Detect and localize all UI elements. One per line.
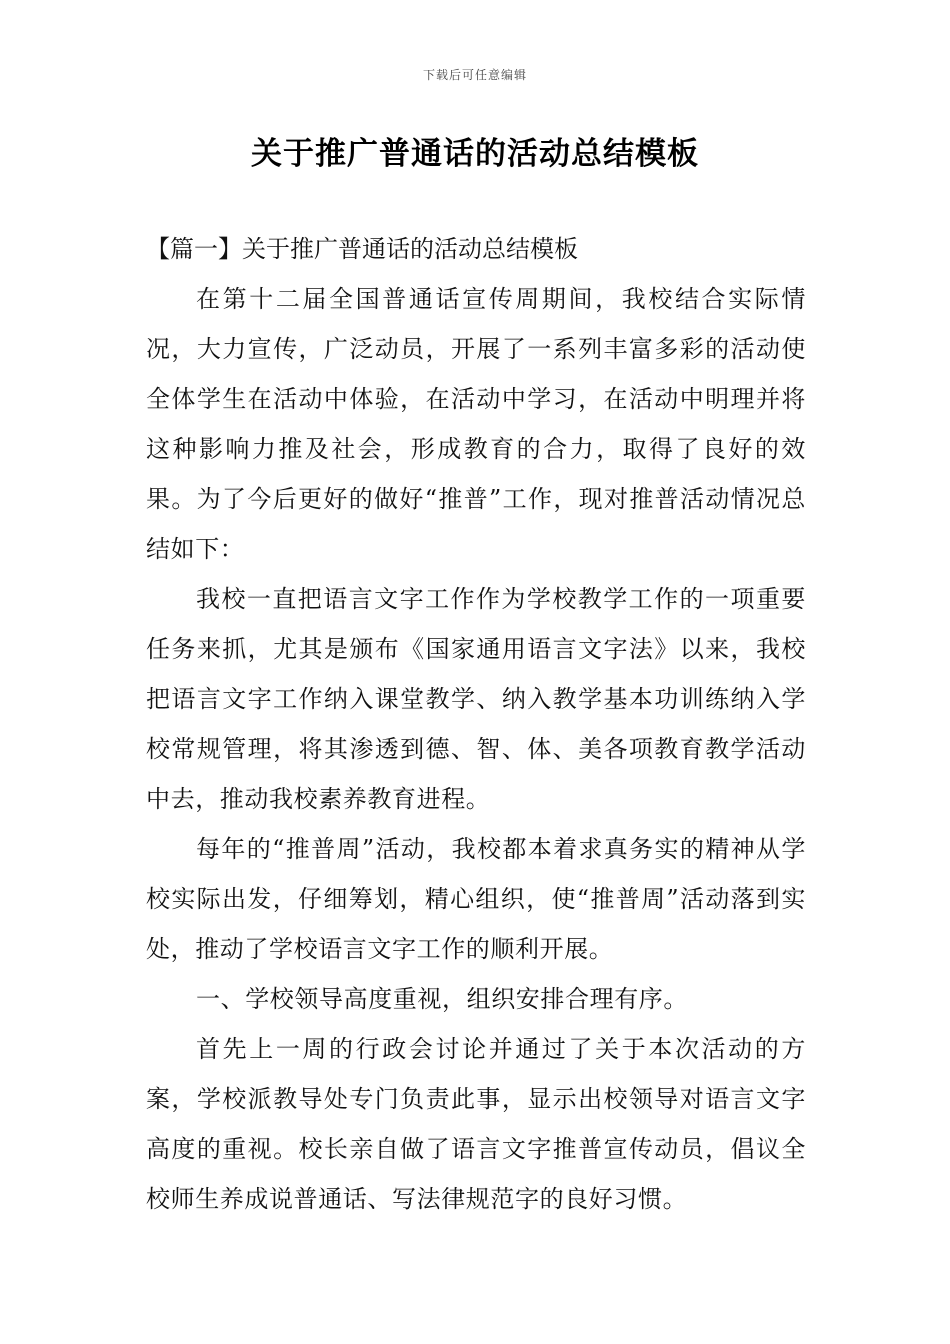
paragraph-leadership: 首先上一周的行政会讨论并通过了关于本次活动的方案，学校派教导处专门负责此事，显示出校领导对语言文字高度的重视。校长亲自做了语言文字推普宣传动员，倡议全校师生养成说普通话、写法律规范字的良好习惯。 (146, 1035, 806, 1213)
paragraph-intro: 在第十二届全国普通话宣传周期间，我校结合实际情况，大力宣传，广泛动员，开展了一系列丰富多彩的活动使全体学生在活动中体验，在活动中学习，在活动中明理并将这种影响力推及社会，形成教育的合力，取得了良好的效果。为了今后更好的做好“推普”工作，现对推普活动情况总结如下： (146, 285, 806, 563)
document-title: 关于推广普通话的活动总结模板 (251, 136, 699, 172)
paragraph-subheading-1: 一、学校领导高度重视，组织安排合理有序。 (196, 985, 688, 1013)
paragraph-work-overview: 我校一直把语言文字工作作为学校教学工作的一项重要任务来抓，尤其是颁布《国家通用语言文字法》以来，我校把语言文字工作纳入课堂教学、纳入教学基本功训练纳入学校常规管理，将其渗透到德、智、体、美各项教育教学活动中去，推动我校素养教育进程。 (146, 585, 806, 813)
paragraph-promotion-week: 每年的“推普周”活动，我校都本着求真务实的精神从学校实际出发，仔细筹划，精心组织，使“推普周”活动落到实处，推动了学校语言文字工作的顺利开展。 (146, 835, 806, 963)
section-heading: 【篇一】关于推广普通话的活动总结模板 (146, 235, 578, 263)
document-body (146, 224, 806, 1224)
header-note: 下载后可任意编辑 (422, 68, 527, 82)
